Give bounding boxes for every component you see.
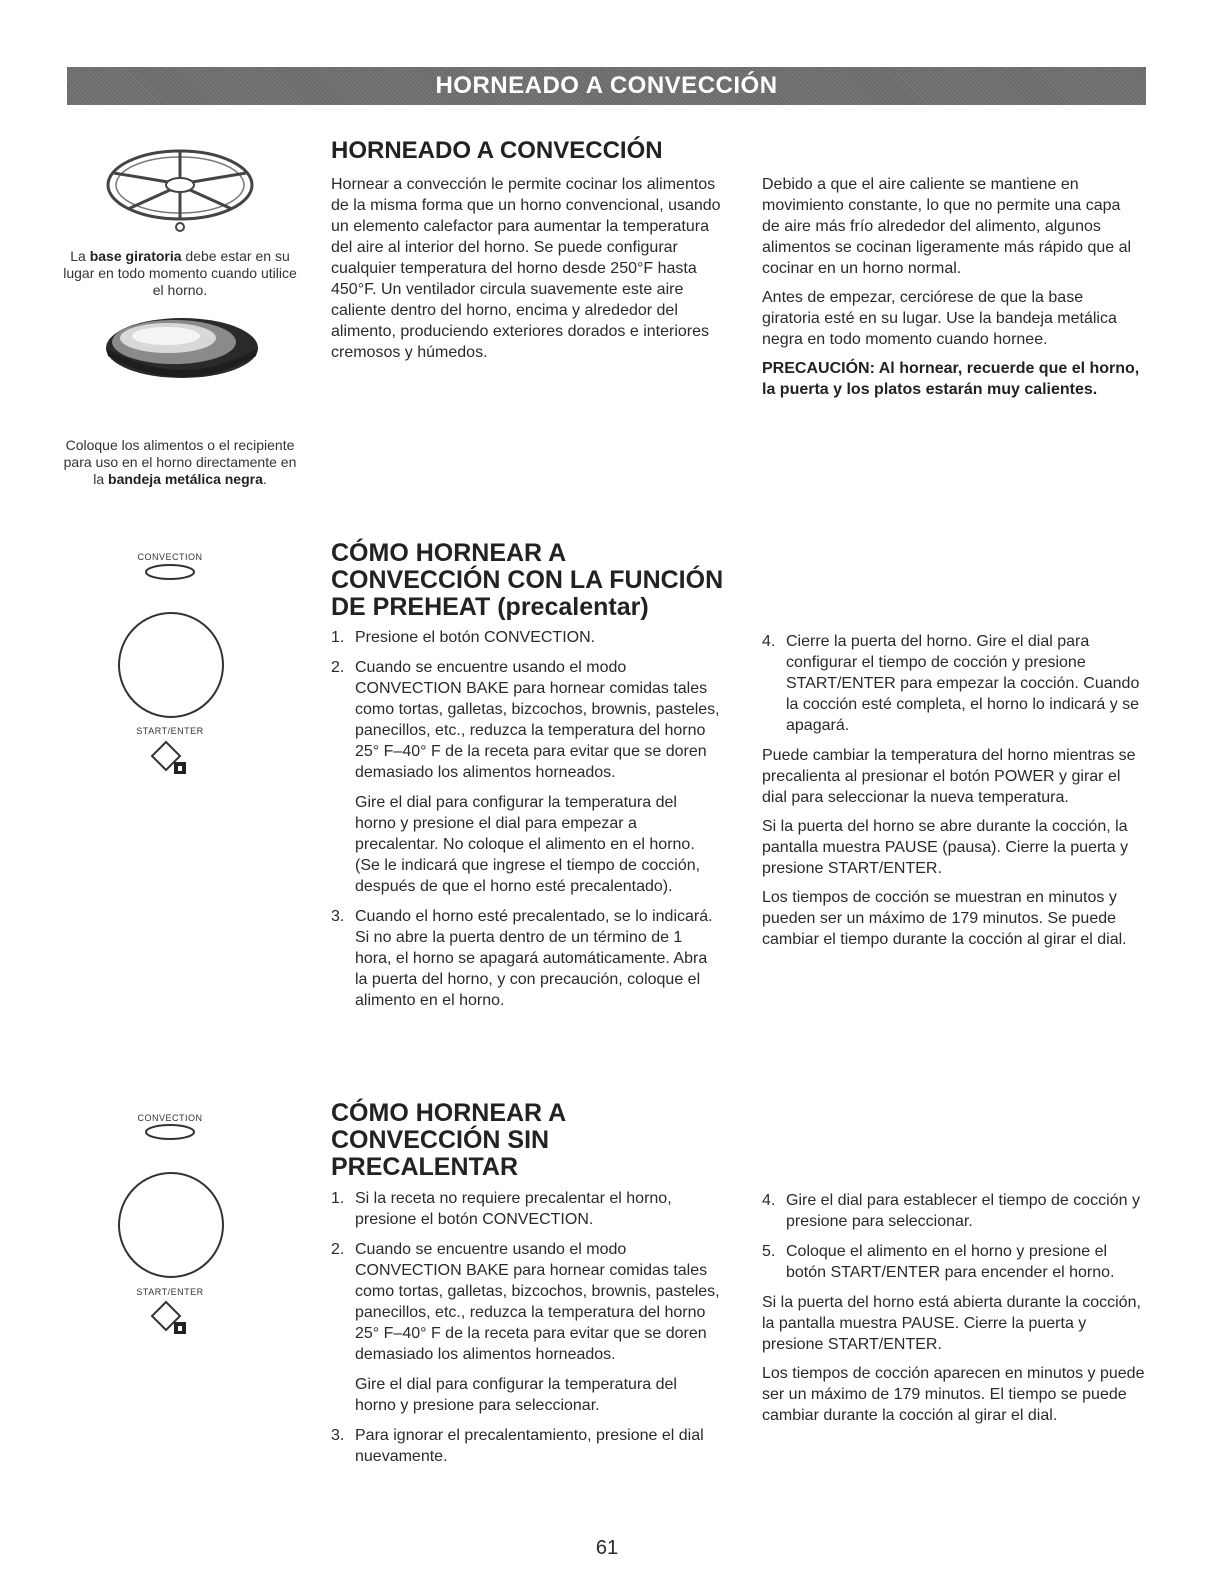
list-item: 2. Cuando se encuentre usando el modo CONVECTION BAKE para hornear comidas tales como tortas, galletas, bizcochos, brownis, pasteles, panecillos, etc., reduzca la temperatura del horno 25° F–40° F de la receta para evitar que se doren demasiado los alimentos horneados. Gire el dial para configurar la temperatura del horno y presione el dial para empezar a precalentar. No coloque el alimento en el horno. (Se le indicará que ingrese el tiempo de cocción, después de que el horno esté precalentado). [331, 659, 720, 895]
cooking-time-paragraph: Los tiempos de cocción se muestran en minutos y pueden ser un máximo de 179 minutos. Se puede cambiar el tiempo durante la cocción al girar el dial. [762, 889, 1127, 948]
list-item: 3. Para ignorar el precalentamiento, presione el dial nuevamente. [331, 1427, 704, 1465]
convection-button-icon[interactable] [144, 562, 196, 582]
start-enter-button-icon[interactable] [148, 738, 192, 778]
black-metal-tray-illustration [102, 312, 264, 394]
title-line: CONVECCIÓN CON LA FUNCIÓN [331, 566, 724, 594]
tray-caption: Coloque los alimentos o el recipiente para uso en el horno directamente en la bandeja metálica negra. [63, 437, 297, 487]
start-enter-label: START/ENTER [136, 726, 204, 736]
title-line: CÓMO HORNEAR A [331, 539, 567, 567]
preheat-steps-list [331, 627, 721, 1020]
title-line: PRECALENTAR [331, 1153, 519, 1181]
convection-label: CONVECTION [137, 552, 203, 562]
no-preheat-steps-list [331, 1188, 721, 1476]
dial-icon[interactable] [116, 610, 226, 720]
page-number: 61 [595, 1537, 619, 1559]
title-line: CÓMO HORNEAR A [331, 1099, 567, 1127]
page-banner [67, 67, 1146, 105]
caution-text: PRECAUCIÓN: Al hornear, recuerde que el horno, la puerta y los platos estarán muy calientes. [762, 360, 1140, 398]
intro-right-column [762, 174, 1142, 400]
list-item: 4. Cierre la puerta del horno. Gire el dial para configurar el tiempo de cocción y presione START/ENTER para empezar la cocción. Cuando la cocción esté completa, el horno lo indicará y se apagará. [762, 633, 1140, 734]
convection-label: CONVECTION [137, 1113, 203, 1123]
list-item: 1. Presione el botón CONVECTION. [331, 629, 596, 646]
preheat-steps-list-continued [762, 631, 1147, 736]
dial-icon[interactable] [116, 1170, 226, 1280]
before-start-paragraph: Antes de empezar, cerciórese de que la base giratoria esté en su lugar. Use la bandeja metálica negra en todo momento cuando hornee. [762, 289, 1117, 348]
banner-title: HORNEADO A CONVECCIÓN [435, 72, 778, 99]
start-enter-button-icon[interactable] [148, 1298, 192, 1338]
air-movement-paragraph: Debido a que el aire caliente se mantiene en movimiento constante, lo que no permite una capa de aire más frío alrededor del alimento, algunos alimentos se cocinan ligeramente más rápido que al cocinar en un horno normal. [762, 176, 1132, 277]
section-title-convection-bake: HORNEADO A CONVECCIÓN [331, 137, 663, 164]
title-line: DE PREHEAT (precalentar) [331, 593, 649, 621]
list-item: 5. Coloque el alimento en el horno y presione el botón START/ENTER para encender el horno. [762, 1243, 1115, 1281]
list-item: 3. Cuando el horno esté precalentado, se lo indicará. Si no abre la puerta dentro de un término de 1 hora, el horno se apagará automáticamente. Abra la puerta del horno, y con precaución, coloque el alimento en el horno. [331, 908, 713, 1009]
cooking-time-paragraph: Los tiempos de cocción aparecen en minutos y puede ser un máximo de 179 minutos. El tiempo se puede cambiar durante la cocción al girar el dial. [762, 1365, 1145, 1424]
start-enter-label: START/ENTER [136, 1287, 204, 1297]
intro-paragraph: Hornear a convección le permite cocinar los alimentos de la misma forma que un horno convencional, usando un elemento calefactor para aumentar la temperatura del aire al interior del horno. Se puede configurar cualquier temperatura del horno desde 250°F hasta 450°F. Un ventilador circula suavemente este aire caliente dentro del horno, encima y alrededor del alimento, produciendo exteriores dorados e interiores cremosos y húmedos. [331, 176, 721, 361]
step-sub-paragraph: Gire el dial para configurar la temperatura del horno y presione para seleccionar. [355, 1376, 677, 1414]
list-item: 2. Cuando se encuentre usando el modo CONVECTION BAKE para hornear comidas tales como tortas, galletas, bizcochos, brownis, pasteles, panecillos, etc., reduzca la temperatura del horno 25° F–40° F de la receta para evitar que se doren demasiado los alimentos horneados. Gire el dial para configurar la temperatura del horno y presione para seleccionar. [331, 1241, 720, 1414]
turntable-caption: La base giratoria debe estar en su lugar en todo momento cuando utilice el horno. [63, 248, 297, 298]
door-open-paragraph: Si la puerta del horno está abierta durante la cocción, la pantalla muestra PAUSE. Cierre la puerta y presione START/ENTER. [762, 1294, 1141, 1353]
step-sub-paragraph: Gire el dial para configurar la temperatura del horno y presione el dial para empezar a precalentar. No coloque el alimento en el horno. (Se le indicará que ingrese el tiempo de cocción, después de que el horno esté precalentado). [355, 794, 701, 895]
door-open-paragraph: Si la puerta del horno se abre durante la cocción, la pantalla muestra PAUSE (pausa). Cierre la puerta y presione START/ENTER. [762, 818, 1129, 877]
turntable-ring-illustration [100, 143, 260, 243]
list-item: 1. Si la receta no requiere precalentar el horno, presione el botón CONVECTION. [331, 1190, 672, 1228]
title-line: CONVECCIÓN SIN [331, 1126, 550, 1154]
convection-button-icon[interactable] [144, 1122, 196, 1142]
no-preheat-right-column [762, 1190, 1147, 1434]
section-title-no-preheat [331, 1100, 566, 1181]
change-temperature-paragraph: Puede cambiar la temperatura del horno mientras se precalienta al presionar el botón POWER y girar el dial para seleccionar la nueva temperatura. [762, 747, 1136, 806]
no-preheat-steps-list-continued [762, 1190, 1147, 1283]
section-title-preheat [331, 540, 723, 621]
preheat-right-column [762, 631, 1147, 958]
list-item: 4. Gire el dial para establecer el tiempo de cocción y presione para seleccionar. [762, 1192, 1140, 1230]
